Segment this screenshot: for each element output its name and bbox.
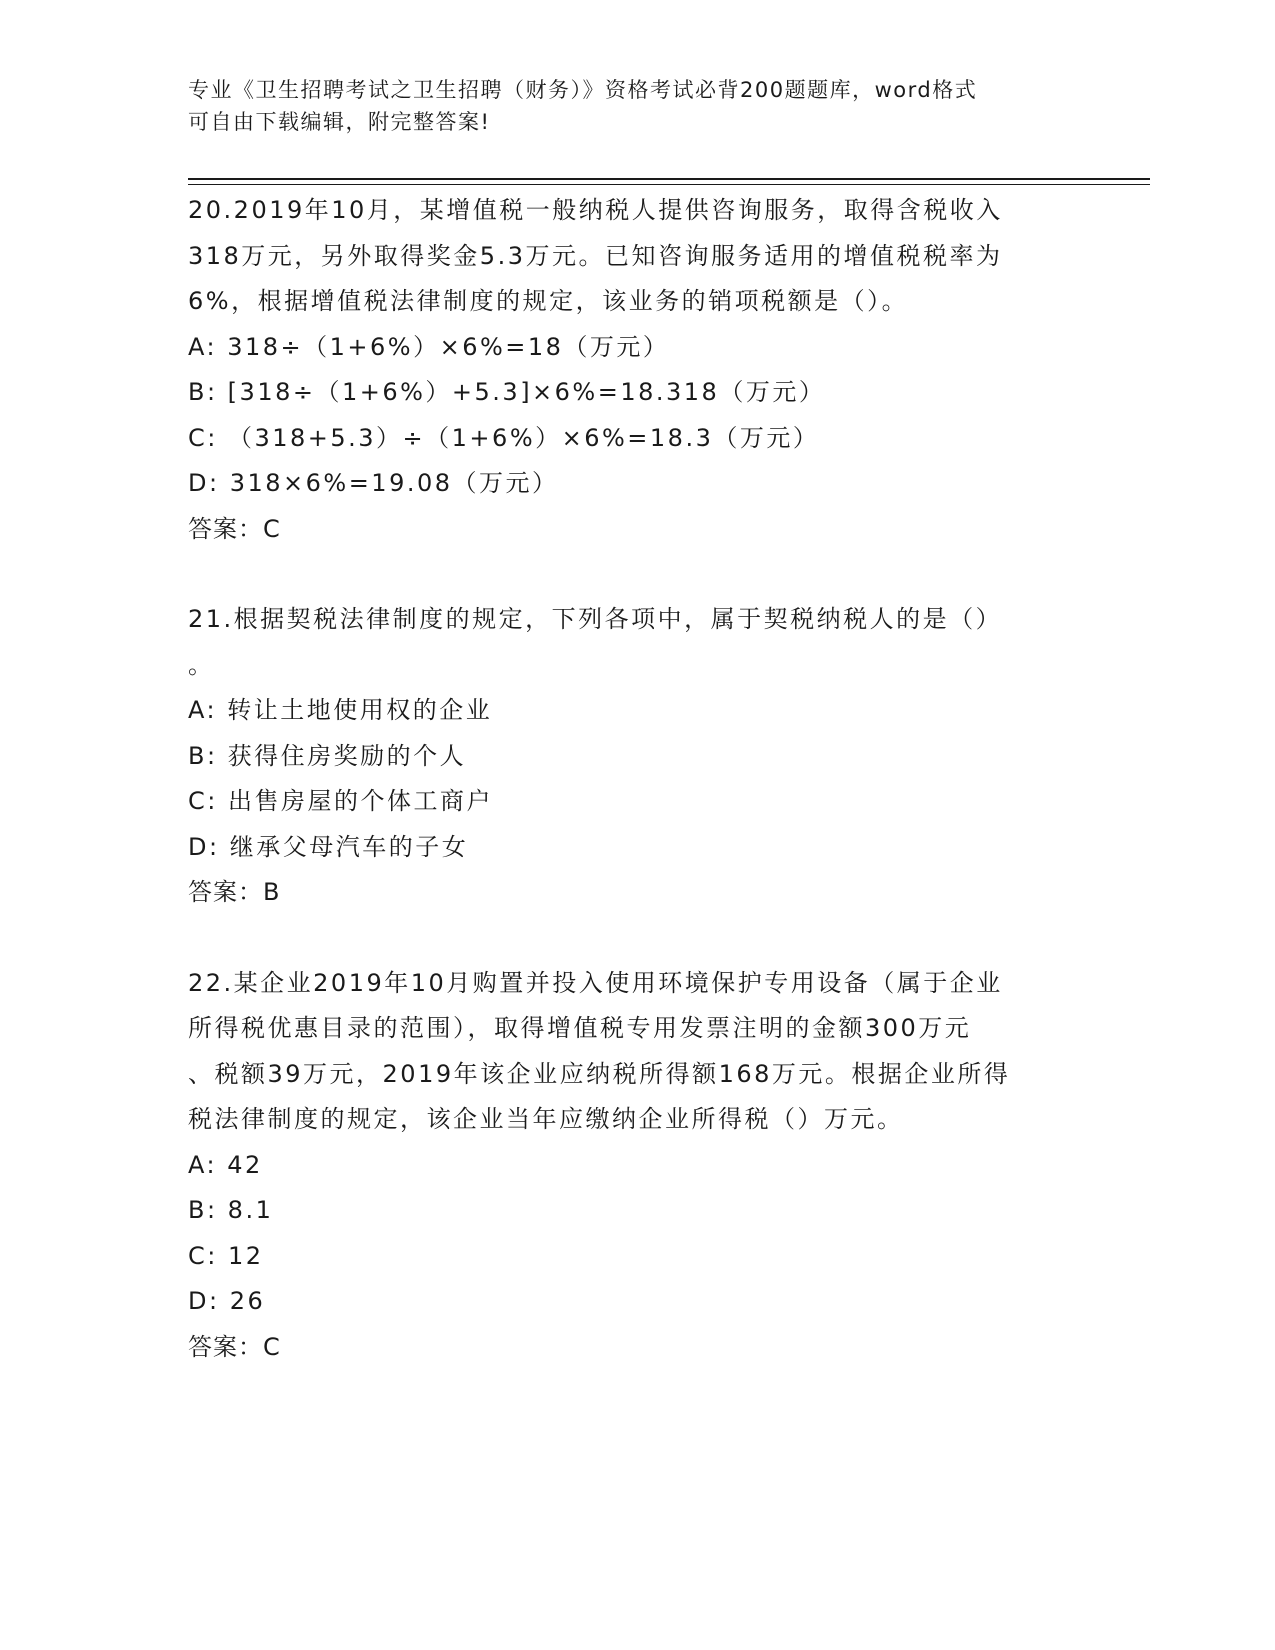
option-a: A: 42 <box>188 1150 263 1179</box>
question-spacer <box>188 916 1088 961</box>
option-b: B: 获得住房奖励的个人 <box>188 741 467 770</box>
answer: 答案：C <box>188 1332 281 1361</box>
question-stem-line: 22.某企业2019年10月购置并投入使用环境保护专用设备（属于企业 <box>188 968 1003 997</box>
question-21 <box>188 597 1088 916</box>
question-list <box>188 188 1088 1370</box>
option-d: D: 继承父母汽车的子女 <box>188 832 469 861</box>
question-stem-line: 、税额39万元，2019年该企业应纳税所得额168万元。根据企业所得 <box>188 1059 1011 1088</box>
answer: 答案：C <box>188 514 281 543</box>
question-stem-line: 所得税优惠目录的范围），取得增值税专用发票注明的金额300万元 <box>188 1014 972 1042</box>
question-stem-line: 。 <box>188 650 215 679</box>
question-20 <box>188 188 1088 552</box>
option-c: C: 12 <box>188 1241 264 1270</box>
option-a: A: 转让土地使用权的企业 <box>188 696 493 724</box>
header-line-1: 专业《卫生招聘考试之卫生招聘（财务）》资格考试必背200题题库，word格式 <box>188 78 978 102</box>
option-a: A: 318÷（1+6%）×6%=18（万元） <box>188 332 670 361</box>
answer: 答案：B <box>188 878 281 906</box>
option-c: C: 出售房屋的个体工商户 <box>188 787 493 815</box>
option-b: B: [318÷（1+6%）+5.3]×6%=18.318（万元） <box>188 378 826 406</box>
question-stem-line: 318万元，另外取得奖金5.3万元。已知咨询服务适用的增值税税率为 <box>188 241 1003 270</box>
question-stem-line: 20.2019年10月，某增值税一般纳税人提供咨询服务，取得含税收入 <box>188 196 1003 224</box>
header-line-2: 可自由下载编辑，附完整答案! <box>188 110 491 134</box>
header-divider-thick <box>188 178 1150 180</box>
question-22 <box>188 961 1088 1371</box>
option-d: D: 318×6%=19.08（万元） <box>188 469 559 497</box>
question-stem-line: 21.根据契税法律制度的规定，下列各项中，属于契税纳税人的是（） <box>188 605 1003 633</box>
question-stem-line: 6%，根据增值税法律制度的规定，该业务的销项税额是（）。 <box>188 287 909 315</box>
question-spacer <box>188 552 1088 597</box>
question-stem-line: 税法律制度的规定，该企业当年应缴纳企业所得税（）万元。 <box>188 1105 904 1133</box>
option-b: B: 8.1 <box>188 1196 274 1224</box>
option-c: C: （318+5.3）÷（1+6%）×6%=18.3（万元） <box>188 423 820 452</box>
option-d: D: 26 <box>188 1287 266 1315</box>
header-divider-thin <box>188 184 1150 185</box>
document-header <box>188 74 1088 138</box>
